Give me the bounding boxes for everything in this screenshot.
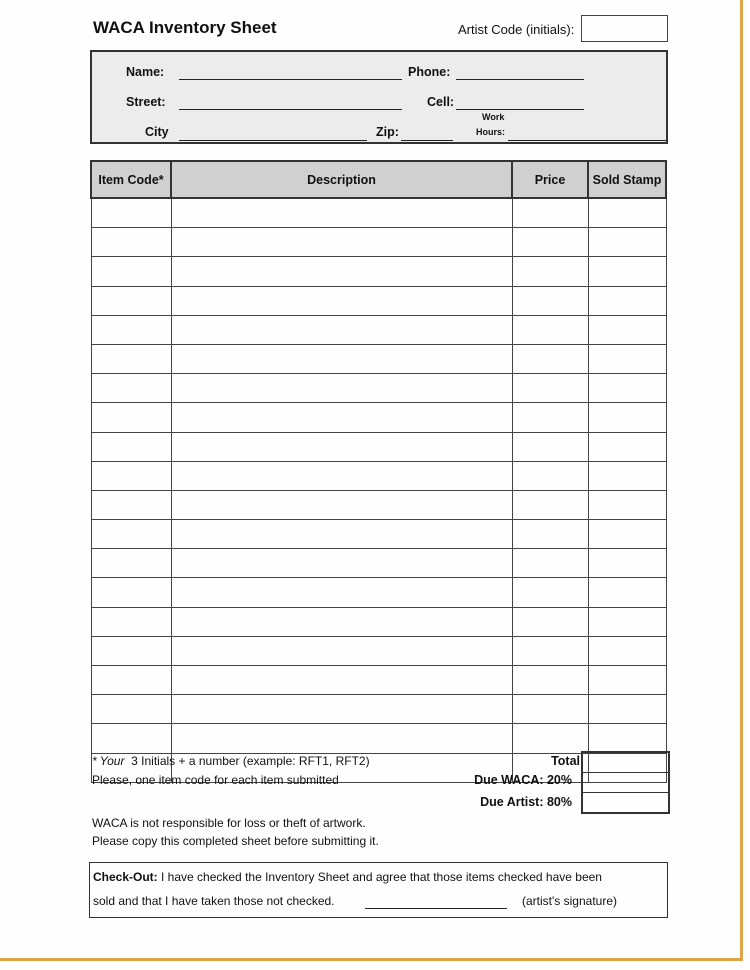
sold-stamp-cell[interactable] [588, 344, 666, 373]
table-row [91, 257, 666, 286]
table-row [91, 403, 666, 432]
price-cell[interactable] [512, 286, 588, 315]
sold-stamp-cell[interactable] [588, 724, 666, 753]
price-cell[interactable] [512, 578, 588, 607]
price-cell[interactable] [512, 724, 588, 753]
sold-stamp-cell[interactable] [588, 257, 666, 286]
price-cell[interactable] [512, 344, 588, 373]
price-cell[interactable] [512, 315, 588, 344]
cell-label: Cell: [427, 95, 455, 109]
table-row [91, 461, 666, 490]
sold-stamp-cell[interactable] [588, 607, 666, 636]
sold-stamp-cell[interactable] [588, 286, 666, 315]
price-cell[interactable] [512, 198, 588, 228]
phone-field[interactable] [456, 79, 584, 80]
phone-label: Phone: [408, 65, 451, 79]
price-cell[interactable] [512, 607, 588, 636]
description-cell[interactable] [171, 344, 512, 373]
table-row [91, 315, 666, 344]
description-cell[interactable] [171, 549, 512, 578]
item-code-cell[interactable] [91, 520, 171, 549]
description-cell[interactable] [171, 198, 512, 228]
item-code-cell[interactable] [91, 286, 171, 315]
description-cell[interactable] [171, 490, 512, 519]
price-cell[interactable] [512, 520, 588, 549]
note-line4: Please copy this completed sheet before submitting it. [92, 834, 379, 848]
item-code-cell[interactable] [91, 549, 171, 578]
city-label: City [145, 125, 169, 139]
col-item-code: Item Code* [91, 161, 171, 198]
price-cell[interactable] [512, 432, 588, 461]
item-code-cell[interactable] [91, 666, 171, 695]
description-cell[interactable] [171, 461, 512, 490]
table-row [91, 724, 666, 753]
contact-info-box [90, 50, 668, 144]
item-code-cell[interactable] [91, 228, 171, 257]
price-cell[interactable] [512, 695, 588, 724]
description-cell[interactable] [171, 374, 512, 403]
sold-stamp-cell[interactable] [588, 228, 666, 257]
item-code-cell[interactable] [91, 636, 171, 665]
checkout-text1: I have checked the Inventory Sheet and agree that those items checked have been [161, 870, 602, 884]
checkout-text2: sold and that I have taken those not checked. [93, 894, 335, 908]
item-code-cell[interactable] [91, 198, 171, 228]
description-cell[interactable] [171, 403, 512, 432]
description-cell[interactable] [171, 724, 512, 753]
item-code-cell[interactable] [91, 432, 171, 461]
item-code-cell[interactable] [91, 403, 171, 432]
price-cell[interactable] [512, 403, 588, 432]
note-line3: WACA is not responsible for loss or theft of artwork. [92, 816, 366, 830]
description-cell[interactable] [171, 695, 512, 724]
sold-stamp-cell[interactable] [588, 403, 666, 432]
artist-code-field[interactable] [581, 15, 668, 42]
price-cell[interactable] [512, 257, 588, 286]
description-cell[interactable] [171, 286, 512, 315]
price-cell[interactable] [512, 490, 588, 519]
artist-code-label: Artist Code (initials): [458, 22, 575, 37]
totals-box [581, 751, 670, 814]
table-row [91, 198, 666, 228]
sold-stamp-cell[interactable] [588, 578, 666, 607]
item-code-cell[interactable] [91, 490, 171, 519]
city-field[interactable] [179, 140, 367, 141]
due-waca-field[interactable] [583, 773, 668, 793]
zip-field[interactable] [401, 140, 453, 141]
note-line2: Please, one item code for each item submitted [92, 773, 339, 787]
due-artist-label: Due Artist: 80% [480, 795, 572, 809]
sold-stamp-cell[interactable] [588, 520, 666, 549]
table-row [91, 695, 666, 724]
col-description: Description [171, 161, 512, 198]
sold-stamp-cell[interactable] [588, 490, 666, 519]
item-code-cell[interactable] [91, 344, 171, 373]
table-row [91, 432, 666, 461]
signature-field[interactable] [365, 908, 507, 909]
table-row [91, 228, 666, 257]
item-code-cell[interactable] [91, 578, 171, 607]
sold-stamp-cell[interactable] [588, 198, 666, 228]
sold-stamp-cell[interactable] [588, 636, 666, 665]
cell-field[interactable] [456, 109, 584, 110]
checkout-line1 [93, 870, 602, 884]
item-code-cell[interactable] [91, 695, 171, 724]
sold-stamp-cell[interactable] [588, 432, 666, 461]
street-label: Street: [126, 95, 166, 109]
price-cell[interactable] [512, 228, 588, 257]
checkout-label: Check-Out: [93, 870, 158, 884]
item-code-cell[interactable] [91, 607, 171, 636]
table-row [91, 666, 666, 695]
table-row [91, 520, 666, 549]
price-cell[interactable] [512, 374, 588, 403]
note-your: * Your [92, 754, 125, 768]
inventory-table [90, 160, 667, 783]
due-artist-field[interactable] [583, 793, 668, 812]
col-price: Price [512, 161, 588, 198]
total-field[interactable] [583, 753, 668, 773]
table-row [91, 374, 666, 403]
table-row [91, 490, 666, 519]
table-row [91, 578, 666, 607]
item-code-cell[interactable] [91, 315, 171, 344]
description-cell[interactable] [171, 315, 512, 344]
table-row [91, 607, 666, 636]
item-code-cell[interactable] [91, 257, 171, 286]
hours-label: Hours: [476, 127, 505, 137]
item-code-cell[interactable] [91, 461, 171, 490]
table-row [91, 636, 666, 665]
note-line1: 3 Initials + a number (example: RFT1, RFT2) [131, 754, 370, 768]
total-label: Total [551, 754, 580, 768]
sold-stamp-cell[interactable] [588, 374, 666, 403]
description-cell[interactable] [171, 578, 512, 607]
item-code-cell[interactable] [91, 724, 171, 753]
checkout-box [89, 862, 668, 918]
description-cell[interactable] [171, 636, 512, 665]
price-cell[interactable] [512, 549, 588, 578]
description-cell[interactable] [171, 257, 512, 286]
work-label: Work [482, 112, 505, 122]
price-cell[interactable] [512, 636, 588, 665]
description-cell[interactable] [171, 228, 512, 257]
description-cell[interactable] [171, 432, 512, 461]
note-initials [92, 754, 370, 768]
name-field[interactable] [179, 79, 402, 80]
street-field[interactable] [179, 109, 402, 110]
sold-stamp-cell[interactable] [588, 666, 666, 695]
zip-label: Zip: [376, 125, 399, 139]
price-cell[interactable] [512, 666, 588, 695]
table-row [91, 344, 666, 373]
signature-label: (artist's signature) [522, 894, 617, 908]
work-hours-field[interactable] [508, 140, 666, 141]
sold-stamp-cell[interactable] [588, 549, 666, 578]
col-sold-stamp: Sold Stamp [588, 161, 666, 198]
name-label: Name: [126, 65, 165, 79]
description-cell[interactable] [171, 520, 512, 549]
price-cell[interactable] [512, 461, 588, 490]
due-waca-label: Due WACA: 20% [474, 773, 572, 787]
sold-stamp-cell[interactable] [588, 315, 666, 344]
description-cell[interactable] [171, 607, 512, 636]
table-row [91, 549, 666, 578]
item-code-cell[interactable] [91, 374, 171, 403]
table-row [91, 286, 666, 315]
page-title: WACA Inventory Sheet [93, 18, 277, 37]
description-cell[interactable] [171, 666, 512, 695]
sold-stamp-cell[interactable] [588, 695, 666, 724]
sold-stamp-cell[interactable] [588, 461, 666, 490]
